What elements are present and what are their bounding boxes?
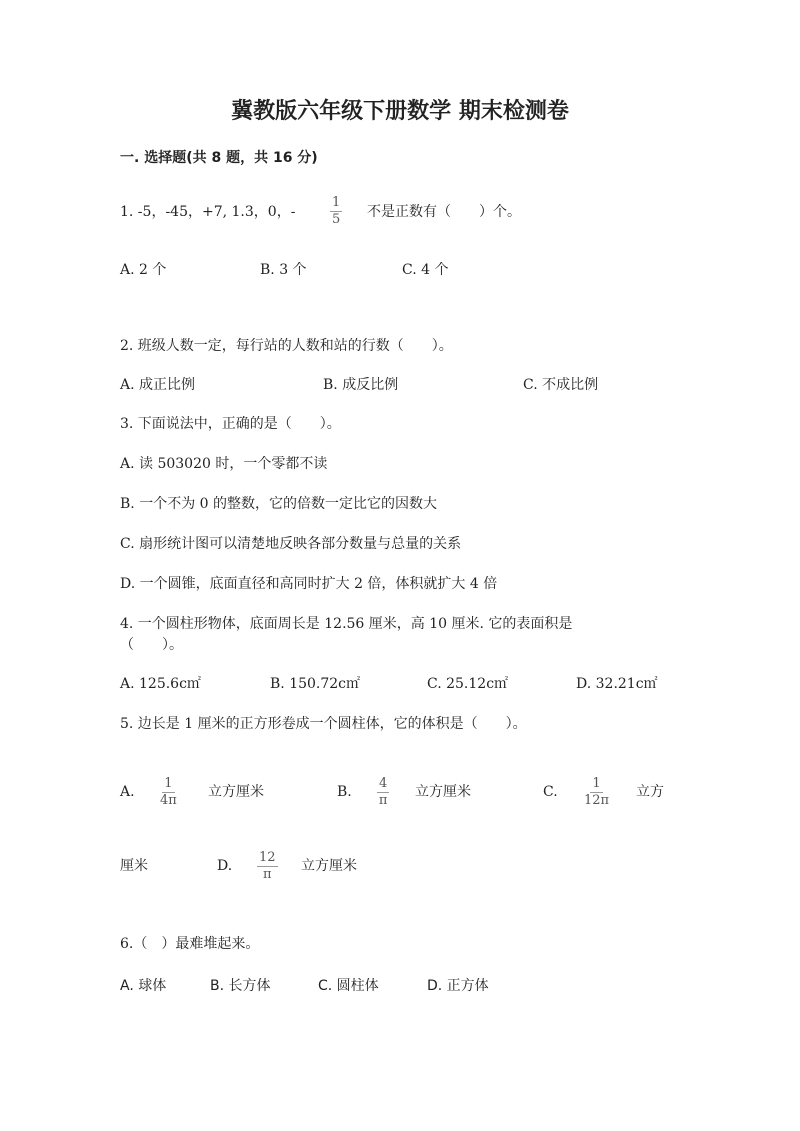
q2-option-a[interactable]: A. 成正比例 <box>120 377 196 393</box>
q2-text: 2. 班级人数一定，每行站的人数和站的行数（ ）。 <box>120 338 453 354</box>
q5-option-a-unit: 立方厘米 <box>208 784 264 800</box>
numerator: 1 <box>164 776 173 791</box>
denominator: 5 <box>332 212 341 227</box>
numerator: 12 <box>259 850 276 865</box>
q5-option-b-fraction <box>377 776 389 809</box>
q2-option-b[interactable]: B. 成反比例 <box>323 377 399 393</box>
q6-option-b[interactable]: B. 长方体 <box>210 978 271 994</box>
q6-option-a[interactable]: A. 球体 <box>120 978 167 994</box>
q5-option-b-unit: 立方厘米 <box>415 784 471 800</box>
q4-option-d[interactable]: D. 32.21c㎡ <box>576 676 658 692</box>
q1-text: 1. -5，-45，+7, 1.3，0，- <box>120 204 296 220</box>
numerator: 1 <box>332 195 341 210</box>
q5-option-a-fraction <box>160 776 177 809</box>
q3-option-c[interactable]: C. 扇形统计图可以清楚地反映各部分数量与总量的关系 <box>120 536 462 552</box>
denominator: π <box>263 867 272 882</box>
q1-option-b[interactable]: B. 3 个 <box>260 262 307 278</box>
q1-option-c[interactable]: C. 4 个 <box>402 262 449 278</box>
q5-option-c-unit-cont: 厘米 <box>120 858 148 874</box>
denominator: 4π <box>160 793 177 808</box>
q3-option-b[interactable]: B. 一个不为 0 的整数，它的倍数一定比它的因数大 <box>120 496 437 512</box>
page-title: 冀教版六年级下册数学 期末检测卷 <box>231 99 569 124</box>
denominator: π <box>378 793 388 808</box>
q6-text: 6.（ ）最难堆起来。 <box>120 936 260 952</box>
q5-option-d-label[interactable]: D. <box>217 858 233 874</box>
section-heading: 一. 选择题(共 8 题，共 16 分) <box>120 150 318 166</box>
q4-text-cont: （ ）。 <box>120 637 183 653</box>
q1-text-after: 不是正数有（ ）个。 <box>367 204 521 220</box>
q2-option-c[interactable]: C. 不成比例 <box>523 377 599 393</box>
numerator: 4 <box>379 776 388 791</box>
q3-option-d[interactable]: D. 一个圆锥，底面直径和高同时扩大 2 倍，体积就扩大 4 倍 <box>120 576 498 592</box>
q5-option-c-fraction <box>584 776 609 809</box>
q1-option-a[interactable]: A. 2 个 <box>120 262 167 278</box>
q5-option-b-label[interactable]: B. <box>337 784 352 800</box>
q6-option-d[interactable]: D. 正方体 <box>427 978 489 994</box>
q3-option-a[interactable]: A. 读 503020 时，一个零都不读 <box>120 456 328 472</box>
q5-option-c-label[interactable]: C. <box>543 784 558 800</box>
q4-text: 4. 一个圆柱形物体，底面周长是 12.56 厘米，高 10 厘米. 它的表面积是 <box>120 616 573 632</box>
q4-option-c[interactable]: C. 25.12c㎡ <box>427 676 509 692</box>
q6-option-c[interactable]: C. 圆柱体 <box>318 978 379 994</box>
q5-option-a-label[interactable]: A. <box>120 784 135 800</box>
q4-option-a[interactable]: A. 125.6c㎡ <box>120 676 201 692</box>
q5-option-d-fraction <box>257 850 278 883</box>
q5-option-d-unit: 立方厘米 <box>301 858 357 874</box>
q4-option-b[interactable]: B. 150.72c㎡ <box>270 676 361 692</box>
denominator: 12π <box>584 793 610 808</box>
numerator: 1 <box>592 776 601 791</box>
q1-fraction <box>330 195 342 228</box>
q3-text: 3. 下面说法中，正确的是（ ）。 <box>120 416 341 432</box>
q5-option-c-unit: 立方 <box>636 784 664 800</box>
q5-text: 5. 边长是 1 厘米的正方形卷成一个圆柱体，它的体积是（ ）。 <box>120 716 527 732</box>
